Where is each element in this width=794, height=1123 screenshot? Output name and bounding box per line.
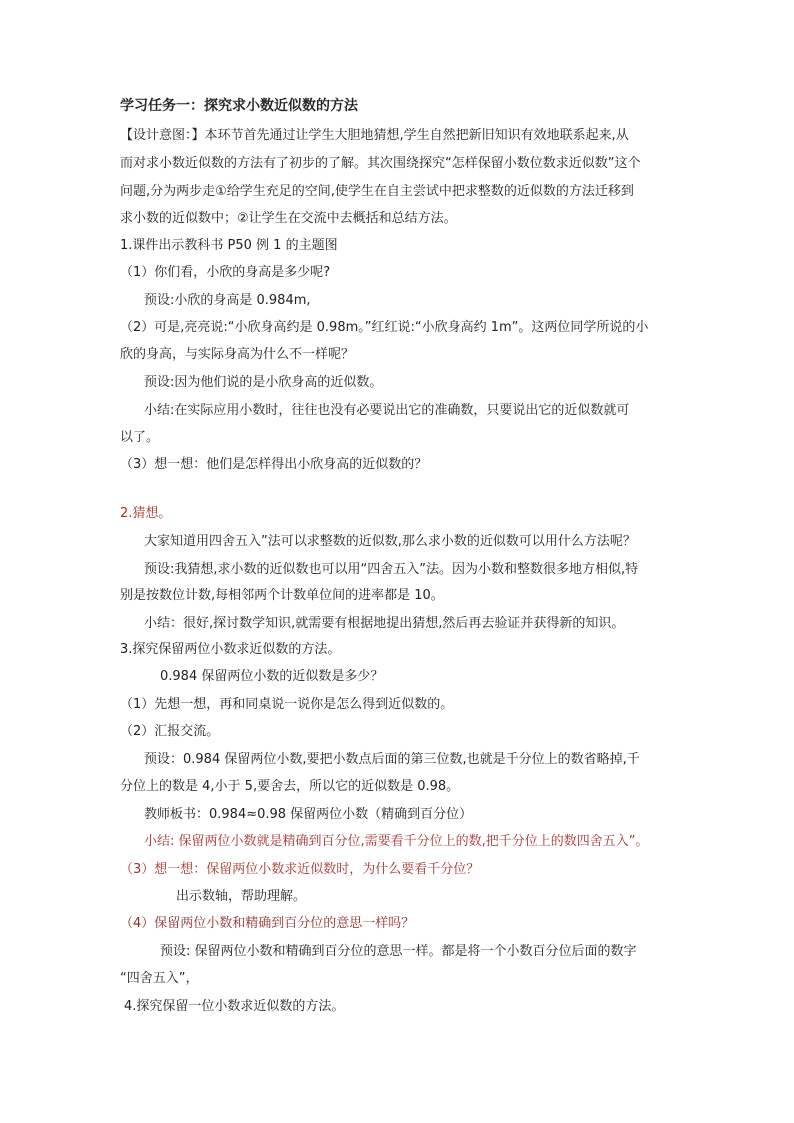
paragraph-line: 分位上的数是 4,小于 5,要舍去，所以它的近似数是 0.98。 [120, 779, 460, 794]
paragraph-line: 预设: 保留两位小数和精确到百分位的意思一样。都是将一个小数百分位后面的数字 [160, 944, 637, 959]
paragraph-line: （2）汇报交流。 [120, 724, 220, 739]
paragraph-line: 1.课件出示教科书 P50 例 1 的主题图 [120, 238, 338, 253]
question-line: （3）想一想：保留两位小数求近似数时，为什么要看千分位？ [120, 862, 480, 877]
paragraph-line: 欣的身高，与实际身高为什么不一样呢？ [120, 347, 355, 362]
paragraph-line: （3）想一想：他们是怎样得出小欣身高的近似数的？ [120, 457, 428, 472]
paragraph-line: 预设：0.984 保留两位小数,要把小数点后面的第三位数,也就是千分位上的数省略掉,千 [144, 752, 640, 767]
paragraph-line: 大家知道用四舍五入”法可以求整数的近似数,那么求小数的近似数可以用什么方法呢？ [144, 534, 636, 549]
question-line: （4）保留两位小数和精确到百分位的意思一样吗？ [120, 916, 415, 931]
summary-line: 小结: 保留两位小数就是精确到百分位,需要看千分位上的数,把千分位上的数四舍五入”。 [144, 834, 649, 849]
section-heading: 4.探究保留一位小数求近似数的方法。 [124, 999, 345, 1014]
paragraph-line: （1）先想一想，再和同桌说一说你是怎么得到近似数的。 [120, 697, 454, 712]
paragraph-line: 别是按数位计数,每相邻两个计数单位间的进率都是 10。 [120, 588, 444, 603]
paragraph-line: 【设计意图：】本环节首先通过让学生大胆地猜想,学生自然把新旧知识有效地联系起来,从 [120, 128, 629, 143]
paragraph-line: （2）可是,亮亮说:“小欣身高约是 0.98m。”红红说:“小欣身高约 1m”。这两位同学所说的小 [120, 320, 649, 335]
paragraph-line: 而对求小数近似数的方法有了初步的了解。其次围绕探究“怎样保留小数位数求近似数”这个 [120, 156, 641, 171]
paragraph-line: 求小数的近似数中；②让学生在交流中去概括和总结方法。 [120, 211, 457, 226]
paragraph-line: 以了。 [120, 430, 160, 445]
paragraph-line: 出示数轴，帮助理解。 [176, 889, 307, 904]
section-heading: 3.探究保留两位小数求近似数的方法。 [120, 642, 341, 657]
paragraph-line: 小结：很好,探讨数学知识,就需要有根据地提出猜想,然后再去验证并获得新的知识。 [144, 616, 625, 631]
paragraph-line: 0.984 保留两位小数的近似数是多少？ [160, 669, 384, 684]
paragraph-line: 预设:小欣的身高是 0.984m, [144, 293, 311, 308]
paragraph-line: 教师板书：0.984≈0.98 保留两位小数（精确到百分位） [144, 807, 473, 822]
paragraph-line: 小结:在实际应用小数时，往往也没有必要说出它的准确数，只要说出它的近似数就可 [144, 403, 630, 418]
paragraph-line: （1）你们看，小欣的身高是多少呢? [120, 265, 331, 280]
paragraph-line: “四舍五入”， [120, 971, 199, 986]
paragraph-line: 预设:因为他们说的是小欣身高的近似数。 [144, 375, 383, 390]
section-heading: 2.猜想。 [120, 506, 172, 521]
paragraph-line: 问题,分为两步走①给学生充足的空间,使学生在自主尝试中把求整数的近似数的方法迁移到 [120, 184, 634, 199]
task-title: 学习任务一：探究求小数近似数的方法 [120, 98, 358, 114]
paragraph-line: 预设:我猜想,求小数的近似数也可以用“四舍五入”法。因为小数和整数很多地方相似,特 [144, 562, 639, 577]
